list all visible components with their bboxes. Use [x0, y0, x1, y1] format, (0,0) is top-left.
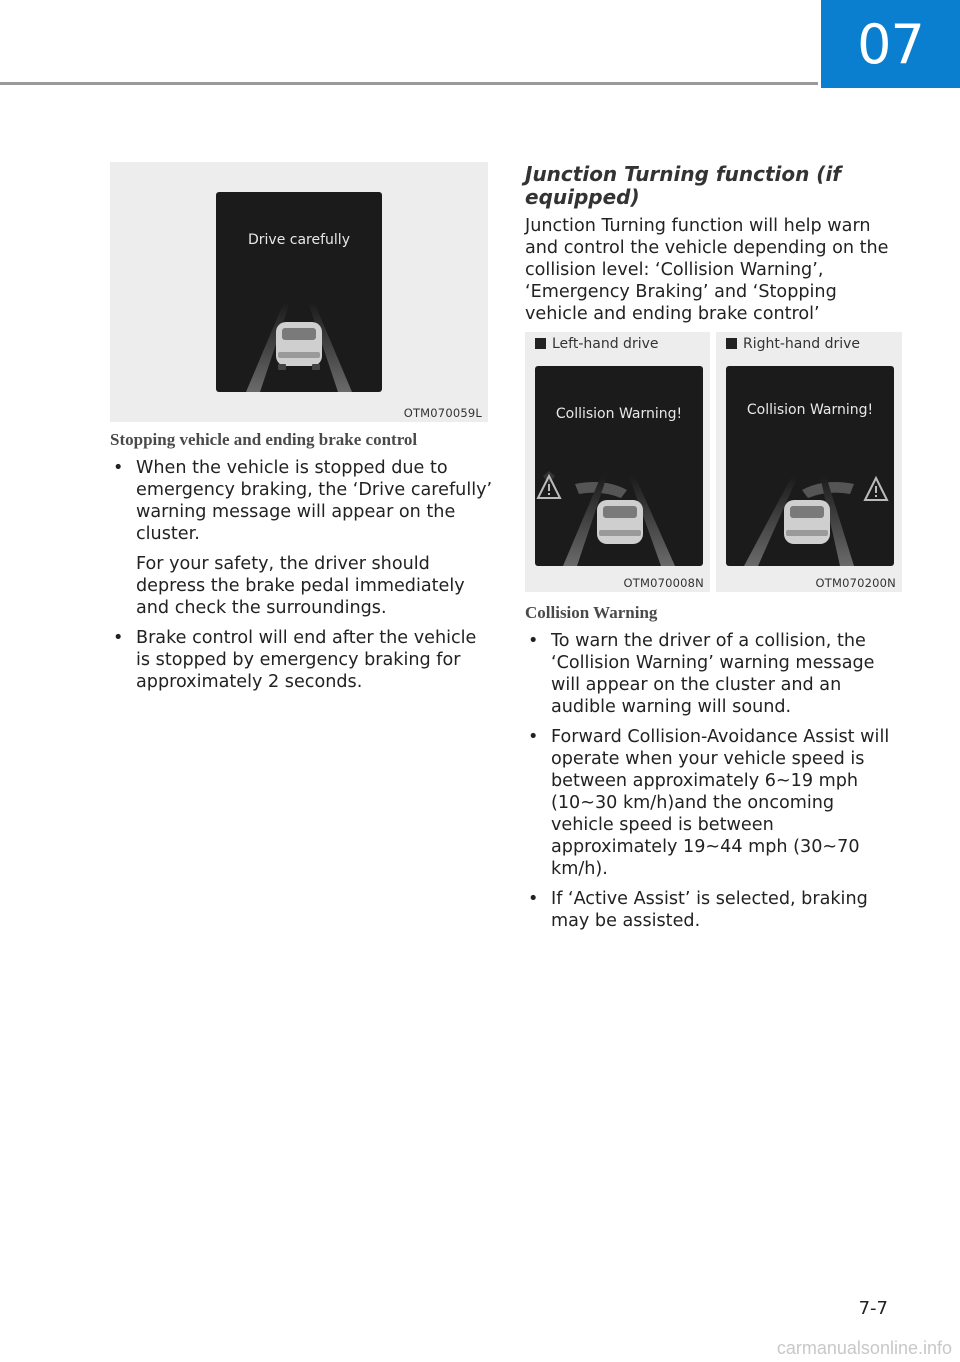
bullet-text: • When the vehicle is stopped due to emergency braking, the ‘Drive carefully’ warning message will appear on the cluster.: [136, 458, 493, 544]
figure-label: Left-hand drive: [535, 336, 658, 352]
subheading-stopping: Stopping vehicle and ending brake control: [110, 430, 418, 449]
cluster-message: Drive carefully: [248, 232, 350, 248]
bullet-text: • Brake control will end after the vehicle is stopped by emergency braking for approximately 2 seconds.: [136, 628, 477, 692]
bullet-text: For your safety, the driver should depress the brake pedal immediately and check the surroundings.: [136, 554, 465, 618]
figure-code: OTM070200N: [815, 576, 896, 590]
figure-code: OTM070008N: [623, 576, 704, 590]
figure-code: OTM070059L: [403, 406, 482, 420]
list-item: [110, 457, 495, 619]
cluster-screen: [726, 366, 894, 566]
cluster-message: Collision Warning!: [555, 406, 683, 422]
right-bullet-list: [525, 630, 895, 940]
list-item: • If ‘Active Assist’ is selected, braking may be assisted.: [525, 888, 895, 932]
left-bullet-list: [110, 457, 495, 701]
figure-left-hand-drive: [525, 332, 710, 592]
cluster-message: Collision Warning!: [746, 402, 874, 418]
watermark: carmanualsonline.info: [776, 1338, 952, 1358]
header-rule: [0, 82, 818, 85]
figure-label: Right-hand drive: [726, 336, 860, 352]
list-item: • To warn the driver of a collision, the ‘Collision Warning’ warning message will appear on the cluster and an audible warning will sound.: [525, 630, 895, 718]
cluster-screen: [535, 366, 703, 566]
intro-paragraph: Junction Turning function will help warn and control the vehicle depending on the collision level: ‘Collision Warning’, ‘Emergency Braking’ and ‘Stopping vehicle and ending brake control’: [525, 216, 889, 324]
list-item: • Forward Collision-Avoidance Assist will operate when your vehicle speed is between approximately 6~19 mph (10~30 km/h)and the oncoming vehicle speed is between approximately 19~44 mph (30~70 km/h).: [525, 726, 895, 880]
figure-right-hand-drive: [716, 332, 902, 592]
section-title: Junction Turning function (if equipped): [525, 162, 841, 209]
figure-drive-carefully: [110, 162, 488, 422]
page-number: 7-7: [858, 1298, 888, 1319]
car-illustration-icon: [726, 366, 894, 566]
cluster-screen: [216, 192, 382, 392]
car-illustration-icon: [216, 192, 382, 392]
square-bullet-icon: [726, 338, 737, 349]
square-bullet-icon: [535, 338, 546, 349]
subheading-collision-warning: Collision Warning: [525, 603, 658, 622]
car-illustration-icon: [535, 366, 703, 566]
chapter-tab: 07: [821, 0, 960, 88]
list-item: [110, 627, 495, 693]
